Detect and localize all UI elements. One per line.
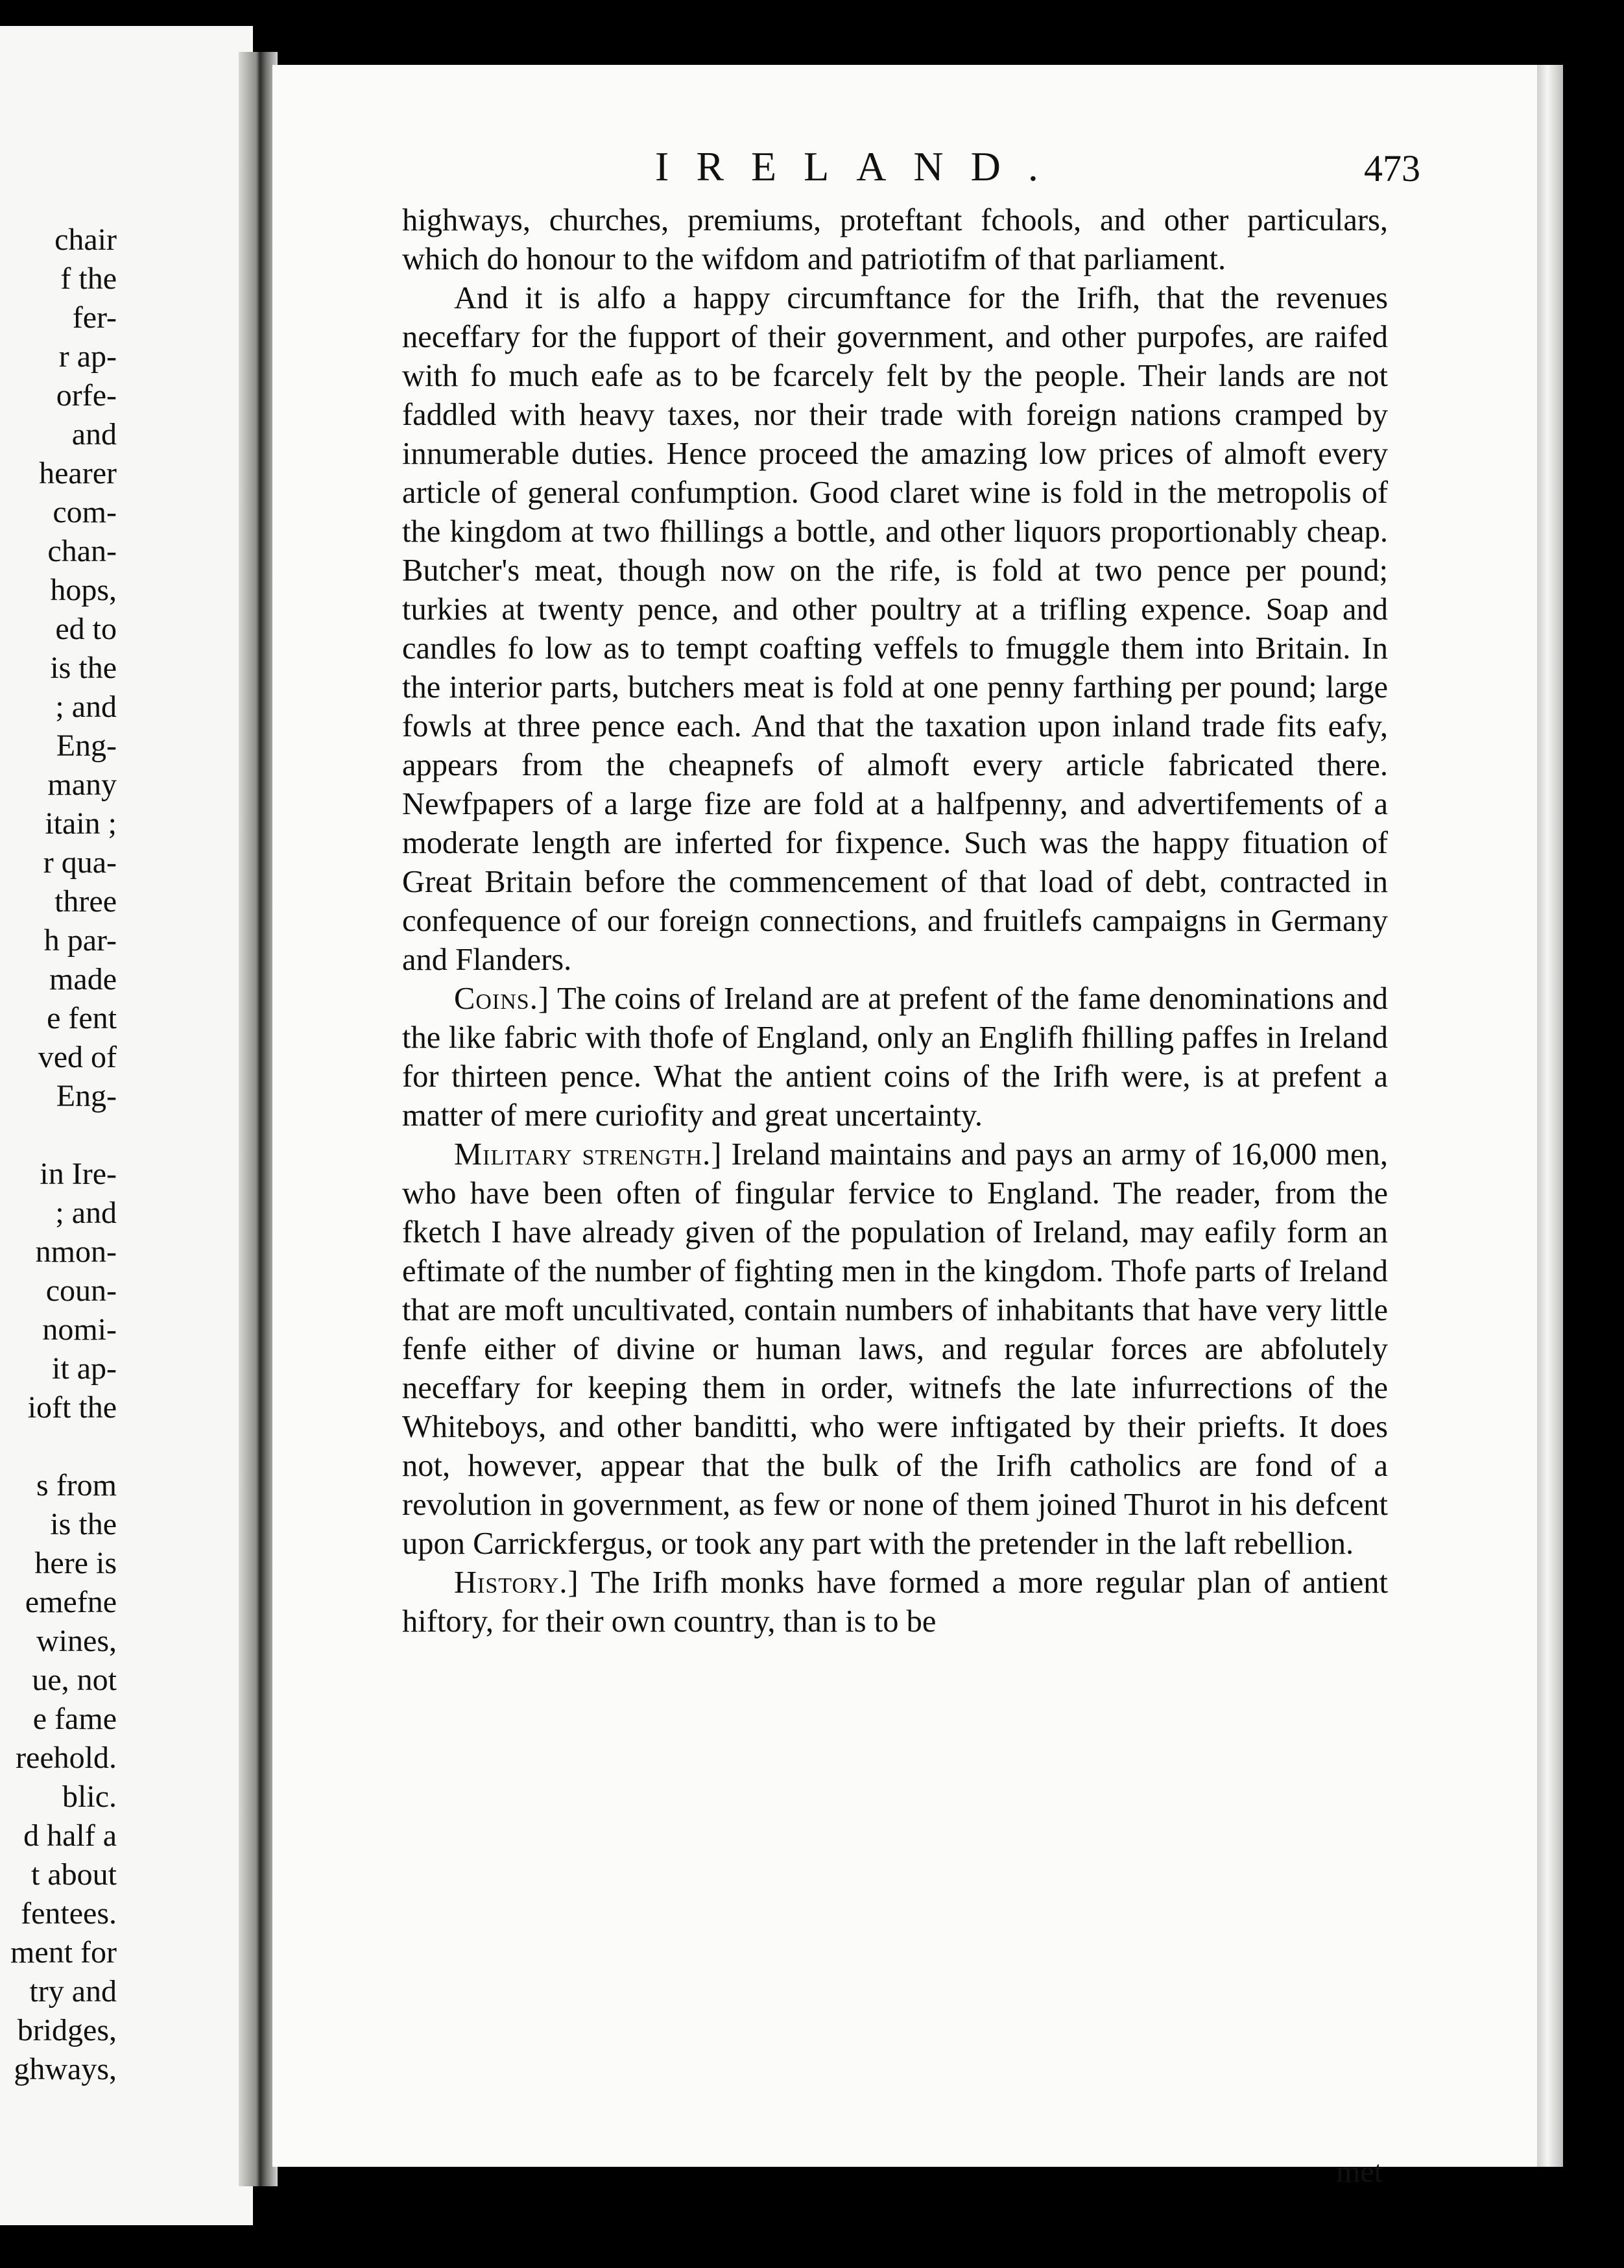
left-page-line: fer- [72, 300, 117, 335]
left-page-line: coun- [45, 1273, 117, 1308]
left-page-line: is the [50, 1507, 117, 1541]
left-page-line: fentees. [21, 1896, 117, 1931]
left-page-line: f the [60, 261, 117, 296]
left-page-line: ed to [55, 612, 117, 646]
left-page-line: emefne [25, 1585, 117, 1619]
left-page-line: Eng- [56, 729, 117, 763]
page-edge [1537, 65, 1563, 2167]
left-page-line: many [47, 767, 117, 802]
left-page-line: s from [36, 1468, 117, 1502]
left-page-line: blic. [62, 1779, 117, 1814]
catchword: met [1336, 2154, 1383, 2189]
left-page-line: in Ire- [40, 1157, 117, 1191]
paragraph [402, 279, 1388, 980]
body-text [402, 201, 1388, 1641]
paragraph-text: Ireland maintains and pays an army of 16,000 men, who have been often of fingular fervice to England. The reader, from the fketch I have already given of the population of Ireland, may eafily form an eftimate of the number of fighting men in the kingdom. Thofe parts of Ireland that are moft uncultivated, contain numbers of inhabitants that have very little fenfe either of divine or human laws, and regular forces are abfolutely neceffary for keeping them in order, witnefs the late infurrections of the Whiteboys, and other banditti, who were inftigated by their priefts. It does not, however, appear that the bulk of the Irifh catholics are fond of a revolution in government, as few or none of them joined Thurot in his defcent upon Carrickfergus, or took any part with the pretender in the laft rebellion. [402, 1137, 1389, 1561]
left-page-line: hops, [50, 573, 117, 607]
left-page-line: chair [54, 223, 117, 257]
left-page-line: e fame [32, 1702, 117, 1736]
left-page-line: reehold. [16, 1741, 117, 1775]
left-page-gap [0, 1427, 117, 1466]
left-page-line: it ap- [52, 1351, 117, 1386]
left-page-line: wines, [36, 1624, 117, 1658]
left-page-line: made [49, 962, 117, 996]
section-heading: History.] [454, 1565, 579, 1600]
left-page-line: ; and [55, 1196, 117, 1230]
paragraph-text: The Irifh monks have formed a more regular plan of antient hiftory, for their own country, than is to be [402, 1565, 1388, 1639]
left-page-line: ment for [10, 1935, 117, 1970]
left-page-line: is the [50, 651, 117, 685]
book-gutter [239, 52, 278, 2186]
left-page-line: ; and [55, 690, 117, 724]
left-page-line: hearer [39, 456, 117, 490]
left-page-line: ved of [38, 1040, 117, 1074]
paragraph-text: highways, churches, premiums, proteftant fchools, and other particulars, which do honour to the wifdom and patriotifm of that parliament. [402, 203, 1388, 276]
section-heading: Military strength.] [454, 1137, 722, 1172]
left-page-line: try and [29, 1974, 117, 2009]
left-page-line: r ap- [58, 339, 117, 374]
left-page-line: e fent [47, 1001, 117, 1035]
left-page-line: r qua- [43, 845, 117, 880]
left-page-line: and [71, 417, 117, 452]
left-page-line: orfe- [56, 378, 117, 413]
paragraph [402, 1563, 1388, 1641]
paragraph-text: The coins of Ireland are at prefent of the fame denominations and the like fabric with thofe of England, only an Englifh fhilling paffes in Ireland for thirteen pence. What the antient coins of the Irifh were, is at prefent a matter of mere curiofity and great uncertainty. [402, 982, 1388, 1133]
left-page [0, 26, 253, 2225]
left-page-line: ue, not [32, 1663, 117, 1697]
left-page-text [0, 221, 117, 2089]
section-heading: Coins.] [454, 982, 549, 1016]
left-page-line: ghways, [14, 2052, 117, 2086]
left-page-line: here is [34, 1546, 117, 1580]
left-page-line: h par- [43, 923, 117, 958]
left-page-line: chan- [47, 534, 117, 568]
left-page-line: t about [31, 1857, 117, 1892]
paragraph-text: And it is alfo a happy circumftance for the Irifh, that the revenues neceffary for the fupport of their government, and other purpofes, are raifed with fo much eafe as to be fcarcely felt by the people. Their lands are not faddled with heavy taxes, nor their trade with foreign nations cramped by innumerable duties. Hence proceed the amazing low prices of almoft every article of general confumption. Good claret wine is fold in the metropolis of the kingdom at two fhillings a bottle, and other liquors proportionably cheap. Butcher's meat, though now on the rife, is fold at two pence per pound; turkies at twenty pence, and other poultry at a trifling expence. Soap and candles fo low as to tempt coafting veffels to fmuggle them into Britain. In the interior parts, butchers meat is fold at one penny farthing per pound; large fowls at three pence each. And that the taxation upon inland trade fits eafy, appears from the cheapnefs of almoft every article fabricated there. Newfpapers of a large fize are fold at a halfpenny, and advertifements of a moderate length are inferted for fixpence. Such was the happy fituation of Great Britain before the commencement of that load of debt, contracted in confequence of our foreign connections, and fruitlefs campaigns in Germany and Flanders. [402, 281, 1388, 977]
left-page-line: bridges, [17, 2013, 117, 2047]
left-page-line: three [54, 884, 117, 919]
paragraph [402, 1135, 1388, 1563]
left-page-line: d half a [23, 1818, 117, 1853]
left-page-line: ioft the [27, 1390, 117, 1425]
page-header [655, 143, 1420, 201]
paragraph [402, 980, 1388, 1135]
page-number: 473 [1364, 147, 1420, 189]
left-page-line: itain ; [45, 806, 117, 841]
paragraph [402, 201, 1388, 279]
left-page-gap [0, 1116, 117, 1155]
left-page-line: nomi- [42, 1312, 117, 1347]
running-title: IRELAND. [655, 143, 1066, 189]
left-page-line: nmon- [35, 1235, 117, 1269]
left-page-line: com- [53, 495, 117, 529]
left-page-line: Eng- [56, 1079, 117, 1113]
